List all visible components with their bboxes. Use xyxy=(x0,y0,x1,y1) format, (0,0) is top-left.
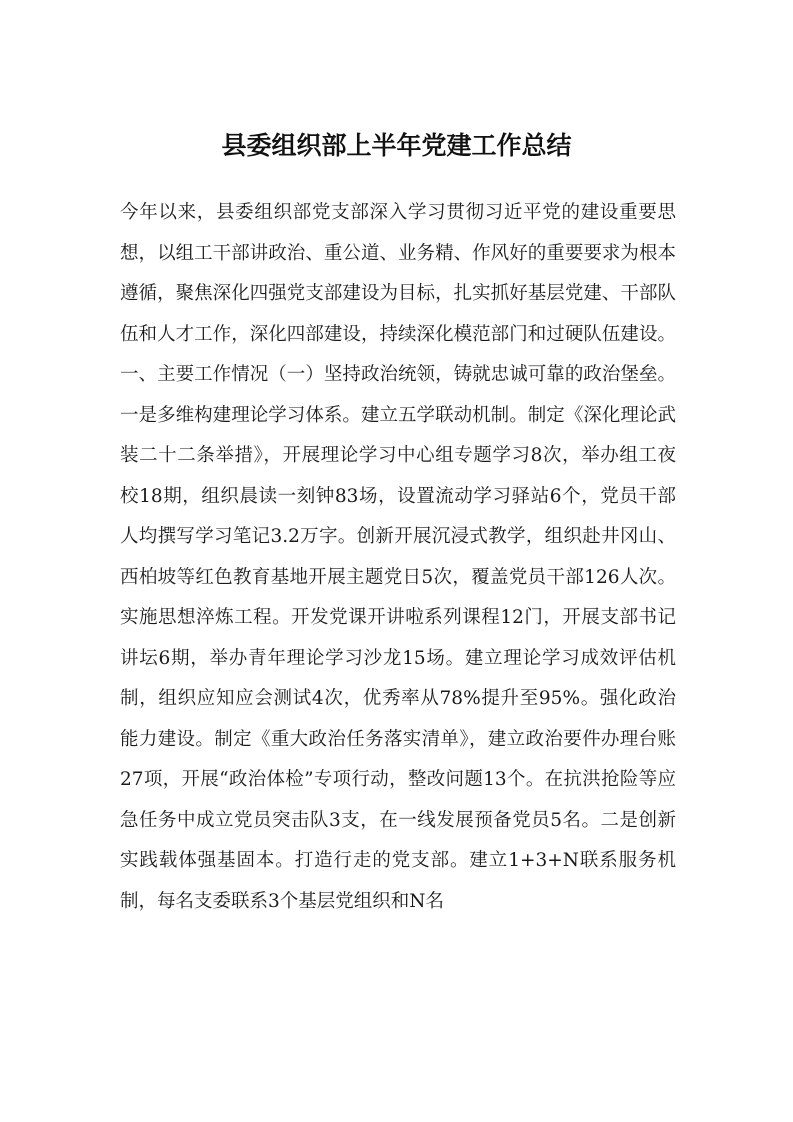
document-title: 县委组织部上半年党建工作总结 xyxy=(221,131,572,160)
document-body-paragraph: 今年以来，县委组织部党支部深入学习贯彻习近平党的建设重要思想，以组工干部讲政治、重公道、业务精、作风好的重要要求为根本遵循，聚焦深化四强党支部建设为目标，扎实抓好基层党建、干部队伍和人才工作，深化四部建设，持续深化模范部门和过硬队伍建设。一、主要工作情况（一）坚持政治统领，铸就忠诚可靠的政治堡垒。一是多维构建理论学习体系。建立五学联动机制。制定《深化理论武装二十二条举措》，开展理论学习中心组专题学习8次，举办组工夜校18期，组织晨读一刻钟83场，设置流动学习驿站6个，党员干部人均撰写学习笔记3.2万字。创新开展沉浸式教学，组织赴井冈山、西柏坡等红色教育基地开展主题党日5次，覆盖党员干部126人次。实施思想淬炼工程。开发党课开讲啦系列课程12门，开展支部书记讲坛6期，举办青年理论学习沙龙15场。建立理论学习成效评估机制，组织应知应会测试4次，优秀率从78%提升至95%。强化政治能力建设。制定《重大政治任务落实清单》，建立政治要件办理台账27项，开展“政治体检”专项行动，整改问题13个。在抗洪抢险等应急任务中成立党员突击队3支，在一线发展预备党员5名。二是创新实践载体强基固本。打造行走的党支部。建立1+3+N联系服务机制，每名支委联系3个基层党组织和N名 xyxy=(120,202,676,912)
